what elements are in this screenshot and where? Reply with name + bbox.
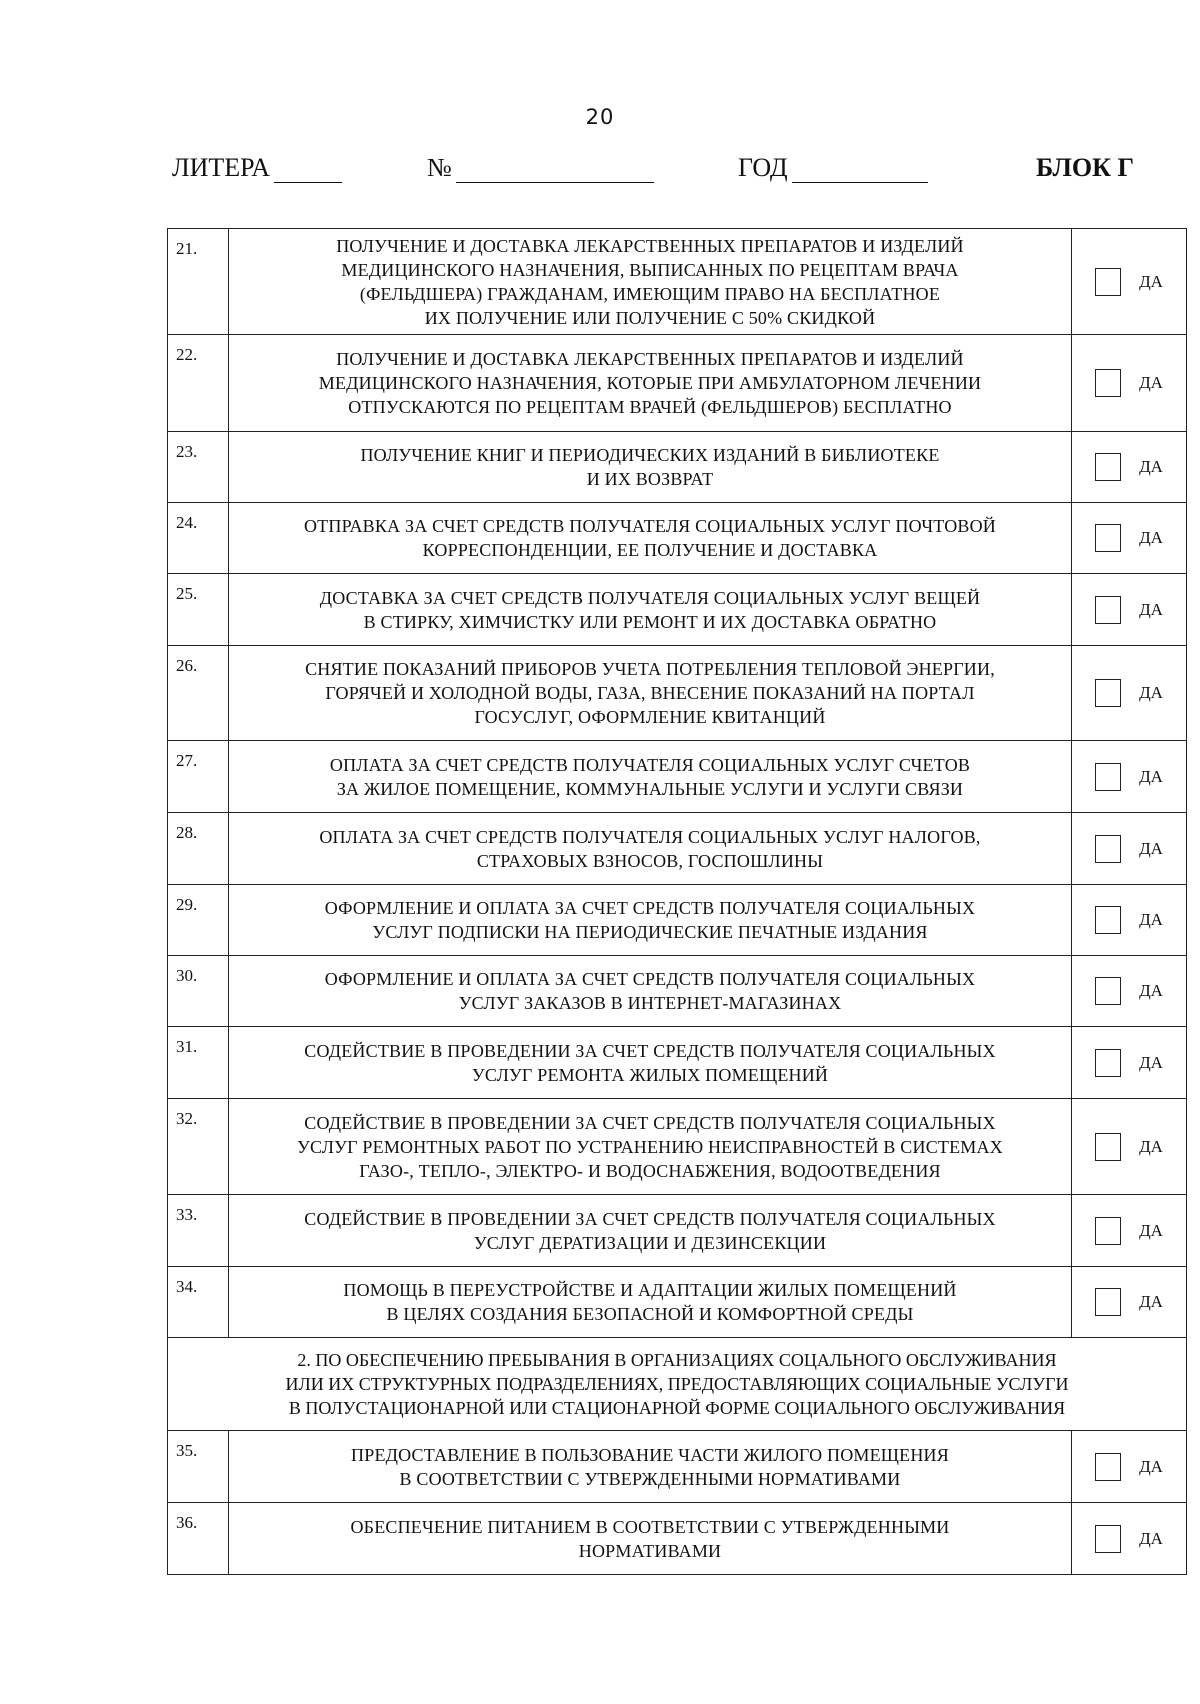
service-description-line: И ИХ ВОЗВРАТ [586, 469, 714, 489]
yes-label: ДА [1139, 528, 1163, 547]
yes-checkbox[interactable] [1095, 1049, 1121, 1077]
service-description-line: ЗА ЖИЛОЕ ПОМЕЩЕНИЕ, КОММУНАЛЬНЫЕ УСЛУГИ И УСЛУГИ СВЯЗИ [336, 778, 964, 799]
service-row [168, 1099, 1187, 1195]
answer-group [1072, 453, 1186, 481]
service-description-line: В СООТВЕТСТВИИ С УТВЕРЖДЕННЫМИ НОРМАТИВАМИ [399, 1468, 901, 1489]
service-description-line: УСЛУГ ЗАКАЗОВ В ИНТЕРНЕТ-МАГАЗИНАХ [458, 993, 842, 1013]
service-row [168, 574, 1187, 646]
service-row [168, 335, 1187, 432]
service-description [229, 1027, 1072, 1099]
section-heading-row [168, 1338, 1187, 1431]
service-description-line: ОТПРАВКА ЗА СЧЕТ СРЕДСТВ ПОЛУЧАТЕЛЯ СОЦИАЛЬНЫХ УСЛУГ ПОЧТОВОЙ [303, 516, 997, 536]
yes-label: ДА [1139, 599, 1163, 619]
answer-group [1072, 977, 1186, 1005]
service-description [229, 813, 1072, 885]
service-number: 33. [168, 1195, 229, 1267]
service-description-line: ПОЛУЧЕНИЕ КНИГ И ПЕРИОДИЧЕСКИХ ИЗДАНИЙ В БИБЛИОТЕКЕ [360, 445, 940, 465]
service-description-line: ПРЕДОСТАВЛЕНИЕ В ПОЛЬЗОВАНИЕ ЧАСТИ ЖИЛОГО ПОМЕЩЕНИЯ [351, 1444, 949, 1465]
answer-group [1072, 1288, 1186, 1316]
service-number: 31. [168, 1027, 229, 1099]
yes-label: ДА [1139, 683, 1163, 702]
yes-label: ДА [1139, 910, 1163, 929]
answer-cell [1072, 646, 1187, 741]
yes-checkbox[interactable] [1095, 1525, 1121, 1553]
service-description-line: УСЛУГ РЕМОНТА ЖИЛЫХ ПОМЕЩЕНИЙ [471, 1064, 829, 1085]
number-label: № [427, 153, 452, 182]
service-number: 25. [168, 574, 229, 646]
answer-cell [1072, 1503, 1187, 1575]
service-row [168, 741, 1187, 813]
answer-cell [1072, 1099, 1187, 1195]
yes-checkbox[interactable] [1095, 1288, 1121, 1316]
answer-cell [1072, 335, 1187, 432]
service-row [168, 1195, 1187, 1267]
service-description-line: СОДЕЙСТВИЕ В ПРОВЕДЕНИИ ЗА СЧЕТ СРЕДСТВ ПОЛУЧАТЕЛЯ СОЦИАЛЬНЫХ [304, 1208, 996, 1229]
service-row [168, 503, 1187, 574]
litera-field [172, 153, 342, 183]
service-description-line: СОДЕЙСТВИЕ В ПРОВЕДЕНИИ ЗА СЧЕТ СРЕДСТВ ПОЛУЧАТЕЛЯ СОЦИАЛЬНЫХ [304, 1112, 996, 1133]
service-number: 27. [168, 741, 229, 813]
yes-label: ДА [1139, 1528, 1163, 1548]
service-row [168, 432, 1187, 503]
services-table [167, 228, 1187, 1575]
answer-cell [1072, 1431, 1187, 1503]
service-description [229, 432, 1072, 503]
services-rows [168, 229, 1187, 1338]
yes-checkbox[interactable] [1095, 1453, 1121, 1481]
answer-cell [1072, 503, 1187, 574]
year-field [738, 153, 928, 183]
service-description-line: СНЯТИЕ ПОКАЗАНИЙ ПРИБОРОВ УЧЕТА ПОТРЕБЛЕНИЯ ТЕПЛОВОЙ ЭНЕРГИИ, [305, 659, 995, 679]
yes-label: ДА [1139, 457, 1163, 476]
service-description-line: ПОЛУЧЕНИЕ И ДОСТАВКА ЛЕКАРСТВЕННЫХ ПРЕПАРАТОВ И ИЗДЕЛИЙ [336, 349, 964, 369]
answer-group [1072, 1217, 1186, 1245]
yes-label: ДА [1139, 981, 1163, 1000]
service-description-line: ОФОРМЛЕНИЕ И ОПЛАТА ЗА СЧЕТ СРЕДСТВ ПОЛУЧАТЕЛЯ СОЦИАЛЬНЫХ [324, 898, 976, 918]
yes-label: ДА [1139, 373, 1163, 392]
service-number: 30. [168, 956, 229, 1027]
service-description [229, 229, 1072, 335]
service-number: 32. [168, 1099, 229, 1195]
yes-checkbox[interactable] [1095, 1133, 1121, 1161]
service-description [229, 1195, 1072, 1267]
answer-group [1072, 268, 1186, 296]
answer-cell [1072, 1027, 1187, 1099]
service-description-line: В ЦЕЛЯХ СОЗДАНИЯ БЕЗОПАСНОЙ И КОМФОРТНОЙ СРЕДЫ [386, 1304, 914, 1324]
section-heading-line: В ПОЛУСТАЦИОНАРНОЙ ИЛИ СТАЦИОНАРНОЙ ФОРМЕ СОЦИАЛЬНОГО ОБСЛУЖИВАНИЯ [288, 1398, 1066, 1418]
service-description-line: ОФОРМЛЕНИЕ И ОПЛАТА ЗА СЧЕТ СРЕДСТВ ПОЛУЧАТЕЛЯ СОЦИАЛЬНЫХ [324, 969, 976, 989]
yes-checkbox[interactable] [1095, 763, 1121, 791]
service-number: 34. [168, 1267, 229, 1338]
service-description-line: ГАЗО-, ТЕПЛО-, ЭЛЕКТРО- И ВОДОСНАБЖЕНИЯ, ВОДООТВЕДЕНИЯ [359, 1160, 941, 1181]
service-description-line: УСЛУГ ПОДПИСКИ НА ПЕРИОДИЧЕСКИЕ ПЕЧАТНЫЕ ИЗДАНИЯ [372, 922, 928, 942]
answer-cell [1072, 432, 1187, 503]
service-number: 21. [168, 229, 229, 335]
yes-checkbox[interactable] [1095, 596, 1121, 624]
service-number: 35. [168, 1431, 229, 1503]
service-description-line: ОПЛАТА ЗА СЧЕТ СРЕДСТВ ПОЛУЧАТЕЛЯ СОЦИАЛЬНЫХ УСЛУГ НАЛОГОВ, [319, 826, 981, 847]
form-header [0, 153, 1200, 193]
yes-label: ДА [1139, 1052, 1163, 1072]
yes-checkbox[interactable] [1095, 1217, 1121, 1245]
service-description-line: МЕДИЦИНСКОГО НАЗНАЧЕНИЯ, ВЫПИСАННЫХ ПО РЕЦЕПТАМ ВРАЧА [341, 259, 959, 280]
year-label: ГОД [738, 153, 788, 182]
yes-checkbox[interactable] [1095, 453, 1121, 481]
service-description-line: ОПЛАТА ЗА СЧЕТ СРЕДСТВ ПОЛУЧАТЕЛЯ СОЦИАЛЬНЫХ УСЛУГ СЧЕТОВ [329, 754, 971, 775]
section-heading-line: 2. ПО ОБЕСПЕЧЕНИЮ ПРЕБЫВАНИЯ В ОРГАНИЗАЦИЯХ СОЦАЛЬНОГО ОБСЛУЖИВАНИЯ [297, 1350, 1057, 1370]
service-description-line: ПОЛУЧЕНИЕ И ДОСТАВКА ЛЕКАРСТВЕННЫХ ПРЕПАРАТОВ И ИЗДЕЛИЙ [336, 235, 964, 256]
service-description [229, 1267, 1072, 1338]
service-row [168, 885, 1187, 956]
yes-label: ДА [1139, 1136, 1163, 1156]
yes-label: ДА [1139, 766, 1163, 786]
service-description-line: ИХ ПОЛУЧЕНИЕ ИЛИ ПОЛУЧЕНИЕ С 50% СКИДКОЙ [424, 307, 876, 328]
answer-cell [1072, 1267, 1187, 1338]
answer-cell [1072, 885, 1187, 956]
answer-group [1072, 1049, 1186, 1077]
section-heading-line: ИЛИ ИХ СТРУКТУРНЫХ ПОДРАЗДЕЛЕНИЯХ, ПРЕДОСТАВЛЯЮЩИХ СОЦИАЛЬНЫЕ УСЛУГИ [285, 1374, 1069, 1394]
answer-cell [1072, 741, 1187, 813]
services-rows-after [168, 1431, 1187, 1575]
service-description-line: СОДЕЙСТВИЕ В ПРОВЕДЕНИИ ЗА СЧЕТ СРЕДСТВ ПОЛУЧАТЕЛЯ СОЦИАЛЬНЫХ [304, 1040, 996, 1061]
litera-input-line[interactable] [274, 156, 342, 183]
service-description-line: МЕДИЦИНСКОГО НАЗНАЧЕНИЯ, КОТОРЫЕ ПРИ АМБУЛАТОРНОМ ЛЕЧЕНИИ [318, 373, 982, 393]
yes-label: ДА [1139, 838, 1163, 858]
service-number: 22. [168, 335, 229, 432]
yes-checkbox[interactable] [1095, 268, 1121, 296]
service-description-line: ПОМОЩЬ В ПЕРЕУСТРОЙСТВЕ И АДАПТАЦИИ ЖИЛЫХ ПОМЕЩЕНИЙ [343, 1280, 957, 1300]
service-description [229, 335, 1072, 432]
service-description-line: НОРМАТИВАМИ [578, 1540, 722, 1561]
service-number: 36. [168, 1503, 229, 1575]
yes-checkbox[interactable] [1095, 369, 1121, 397]
service-description-line: ГОРЯЧЕЙ И ХОЛОДНОЙ ВОДЫ, ГАЗА, ВНЕСЕНИЕ ПОКАЗАНИЙ НА ПОРТАЛ [325, 683, 975, 703]
answer-cell [1072, 813, 1187, 885]
year-input-line[interactable] [792, 156, 928, 183]
service-description-line: ОТПУСКАЮТСЯ ПО РЕЦЕПТАМ ВРАЧЕЙ (ФЕЛЬДШЕРОВ) БЕСПЛАТНО [348, 397, 952, 417]
service-description [229, 956, 1072, 1027]
service-description [229, 1431, 1072, 1503]
answer-cell [1072, 574, 1187, 646]
service-row [168, 956, 1187, 1027]
service-number: 26. [168, 646, 229, 741]
yes-label: ДА [1139, 1292, 1163, 1311]
yes-checkbox[interactable] [1095, 906, 1121, 934]
service-description-line: УСЛУГ ДЕРАТИЗАЦИИ И ДЕЗИНСЕКЦИИ [473, 1232, 827, 1253]
service-number: 23. [168, 432, 229, 503]
service-number: 28. [168, 813, 229, 885]
service-description-line: (ФЕЛЬДШЕРА) ГРАЖДАНАМ, ИМЕЮЩИМ ПРАВО НА БЕСПЛАТНОЕ [359, 283, 941, 304]
page-number: 20 [585, 105, 615, 129]
service-description-line: КОРРЕСПОНДЕНЦИИ, ЕЕ ПОЛУЧЕНИЕ И ДОСТАВКА [422, 540, 878, 560]
answer-group [1072, 763, 1186, 791]
service-description [229, 1503, 1072, 1575]
answer-group [1072, 596, 1186, 624]
service-number: 29. [168, 885, 229, 956]
answer-group [1072, 369, 1186, 397]
service-description [229, 574, 1072, 646]
service-description [229, 646, 1072, 741]
yes-checkbox[interactable] [1095, 977, 1121, 1005]
service-row [168, 813, 1187, 885]
answer-group [1072, 524, 1186, 552]
number-field [427, 153, 654, 183]
answer-cell [1072, 1195, 1187, 1267]
answer-group [1072, 906, 1186, 934]
service-description-line: ОБЕСПЕЧЕНИЕ ПИТАНИЕМ В СООТВЕТСТВИИ С УТВЕРЖДЕННЫМИ [350, 1516, 950, 1537]
number-input-line[interactable] [456, 156, 654, 183]
service-description-line: ГОСУСЛУГ, ОФОРМЛЕНИЕ КВИТАНЦИЙ [474, 707, 826, 727]
service-description-line: СТРАХОВЫХ ВЗНОСОВ, ГОСПОШЛИНЫ [476, 850, 824, 871]
service-row [168, 646, 1187, 741]
service-description [229, 503, 1072, 574]
yes-label: ДА [1139, 1220, 1163, 1240]
yes-label: ДА [1139, 1456, 1163, 1476]
litera-label: ЛИТЕРА [172, 153, 271, 182]
service-description [229, 1099, 1072, 1195]
service-description-line: В СТИРКУ, ХИМЧИСТКУ ИЛИ РЕМОНТ И ИХ ДОСТАВКА ОБРАТНО [363, 611, 937, 632]
service-row [168, 229, 1187, 335]
service-row [168, 1431, 1187, 1503]
service-description [229, 885, 1072, 956]
section-heading-group [168, 1338, 1187, 1431]
service-description [229, 741, 1072, 813]
answer-cell [1072, 229, 1187, 335]
answer-group [1072, 1453, 1186, 1481]
answer-group [1072, 835, 1186, 863]
service-number: 24. [168, 503, 229, 574]
answer-group [1072, 679, 1186, 707]
answer-group [1072, 1133, 1186, 1161]
block-label: БЛОК Г [1036, 153, 1135, 182]
yes-label: ДА [1139, 271, 1163, 291]
yes-checkbox[interactable] [1095, 679, 1121, 707]
service-description-line: УСЛУГ РЕМОНТНЫХ РАБОТ ПО УСТРАНЕНИЮ НЕИСПРАВНОСТЕЙ В СИСТЕМАХ [297, 1136, 1003, 1157]
answer-group [1072, 1525, 1186, 1553]
service-description-line: ДОСТАВКА ЗА СЧЕТ СРЕДСТВ ПОЛУЧАТЕЛЯ СОЦИАЛЬНЫХ УСЛУГ ВЕЩЕЙ [319, 587, 981, 608]
service-row [168, 1503, 1187, 1575]
yes-checkbox[interactable] [1095, 835, 1121, 863]
answer-cell [1072, 956, 1187, 1027]
yes-checkbox[interactable] [1095, 524, 1121, 552]
service-row [168, 1027, 1187, 1099]
section-heading [168, 1338, 1187, 1431]
service-row [168, 1267, 1187, 1338]
